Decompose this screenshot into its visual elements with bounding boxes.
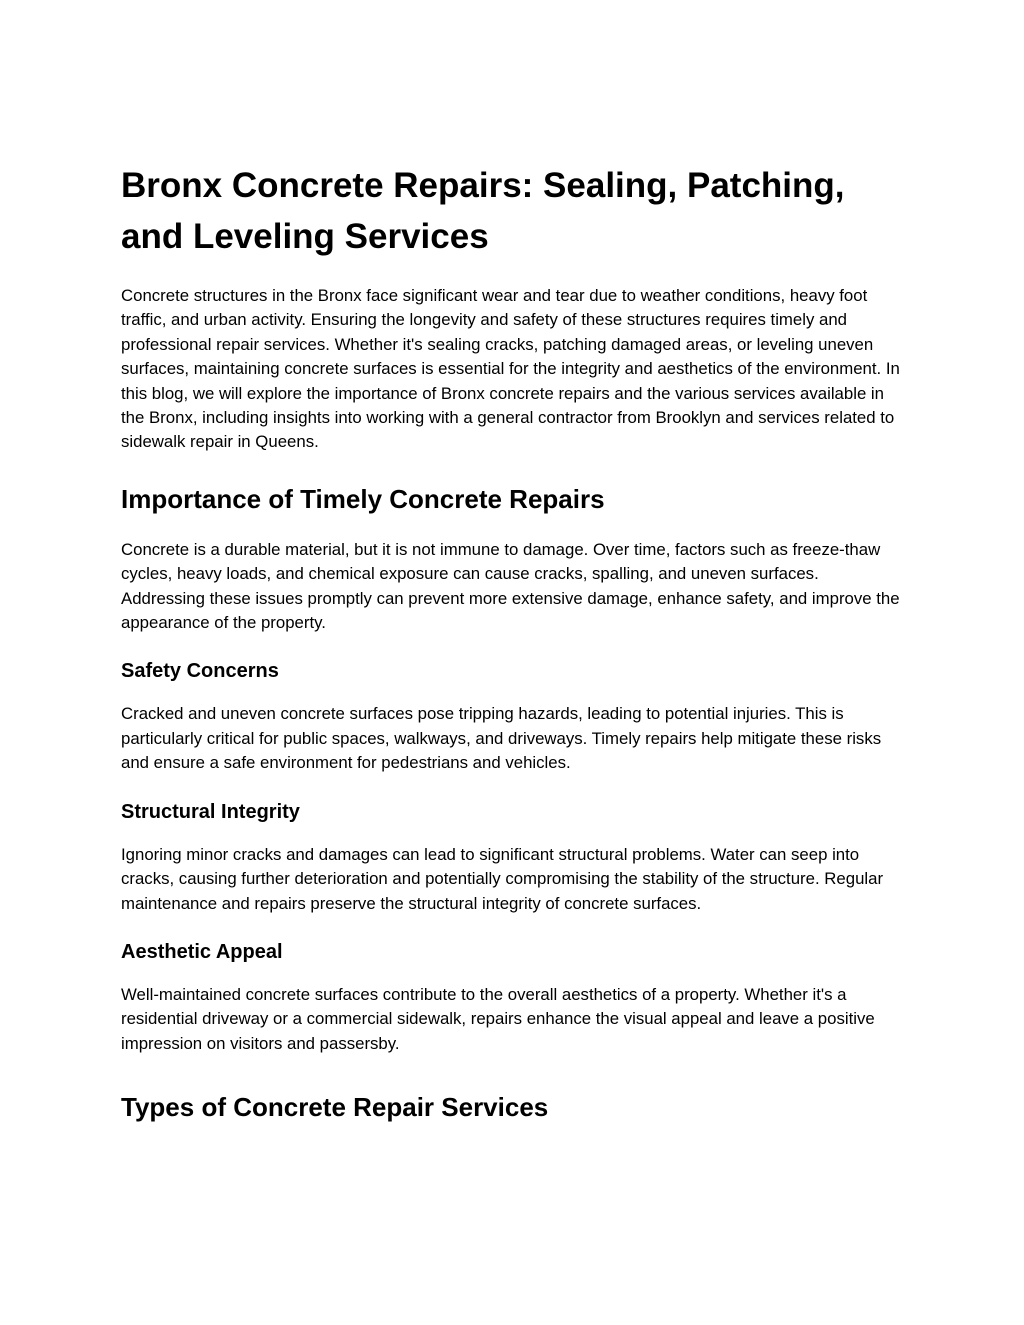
subsection-heading-safety: Safety Concerns	[121, 660, 279, 683]
section-heading-types: Types of Concrete Repair Services	[121, 1092, 549, 1123]
document-page	[121, 160, 906, 1146]
section-heading-importance: Importance of Timely Concrete Repairs	[121, 483, 605, 514]
safety-paragraph: Cracked and uneven concrete surfaces pose tripping hazards, leading to potential injuries. This is particularly critical for public spaces, walkways, and driveways. Timely repairs help mitigate these risks and ensure a safe environment for pedestrians and vehicles.	[121, 704, 882, 773]
subsection-heading-structural: Structural Integrity	[121, 800, 300, 823]
intro-paragraph: Concrete structures in the Bronx face significant wear and tear due to weather conditions, heavy foot traffic, and urban activity. Ensuring the longevity and safety of these structures requires timely and professional repair services. Whether it's sealing cracks, patching damaged areas, or leveling uneven surfaces, maintaining concrete surfaces is essential for the integrity and aesthetics of the environment. In this blog, we will explore the importance of Bronx concrete repairs and the various services available in the Bronx, including insights into working with a general contractor from Brooklyn and services related to sidewalk repair in Queens.	[121, 286, 900, 452]
subsection-heading-aesthetic: Aesthetic Appeal	[121, 940, 283, 963]
structural-paragraph: Ignoring minor cracks and damages can lead to significant structural problems. Water can seep into cracks, causing further deterioration and potentially compromising the stability of the structure. Regular maintenance and repairs preserve the structural integrity of concrete surfaces.	[121, 844, 884, 913]
aesthetic-paragraph: Well-maintained concrete surfaces contribute to the overall aesthetics of a property. Whether it's a residential driveway or a commercial sidewalk, repairs enhance the visual appeal and leave a positive impression on visitors and passersby.	[121, 984, 875, 1053]
importance-paragraph: Concrete is a durable material, but it is not immune to damage. Over time, factors such as freeze-thaw cycles, heavy loads, and chemical exposure can cause cracks, spalling, and uneven surfaces. Addressing these issues promptly can prevent more extensive damage, enhance safety, and improve the appearance of the property.	[121, 539, 900, 633]
document-title: Bronx Concrete Repairs: Sealing, Patching, and Leveling Services	[121, 166, 845, 256]
